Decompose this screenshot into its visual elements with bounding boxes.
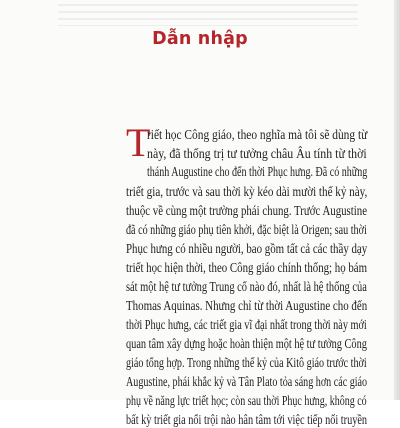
text-line: phụ về năng lực triết học; còn sau thời Phục hưng, không có	[126, 393, 367, 408]
text-line: triết gia, trước và sau thời kỳ kéo dài mười thế kỷ này,	[126, 184, 368, 199]
text-line: này, đã thống trị tư tưởng châu Âu tính từ thời	[147, 146, 367, 161]
text-line: triết học hiện thời, theo Công giáo chính thống; họ bám	[126, 260, 368, 275]
text-line: sát một hệ tư tưởng Trung cổ nào đó, nhất là hệ thống của	[126, 279, 367, 294]
text-line: đã có những giáo phụ tiên khởi, đặc biệt là Origen; sau thời	[126, 222, 367, 237]
text-line: quan tâm xây dựng hoặc hoàn thiện một hệ tư tưởng Công	[126, 336, 367, 351]
chapter-title: Dẫn nhập	[152, 29, 248, 49]
text-line: thời Phục hưng, các triết gia vĩ đại nhất trong thời này mới	[126, 317, 367, 332]
text-line: giáo tổng hợp. Trong những thế kỷ của Kitô giáo trước thời	[126, 355, 367, 370]
text-line: thánh Augustine cho đến thời Phục hưng. Đã có những	[147, 164, 368, 179]
text-line: Augustine, phái khắc kỷ và Tân Plato tỏa sáng hơn các giáo	[126, 374, 368, 389]
drop-cap: T	[126, 120, 151, 165]
text-line: thuộc về cùng một trường phái chung. Trước Augustine	[126, 203, 368, 218]
text-line: Thomas Aquinas. Nhưng chỉ từ thời Augustine cho đến	[126, 298, 368, 313]
text-line: bất kỳ triết gia nổi trội nào hân tâm tới việc tiếp nối truyền	[126, 412, 368, 427]
text-line: riết học Công giáo, theo nghĩa mà tôi sẽ dùng từ	[147, 127, 368, 142]
text-line: Phục hưng có nhiều người, bao gồm tất cả các thầy dạy	[126, 241, 368, 256]
